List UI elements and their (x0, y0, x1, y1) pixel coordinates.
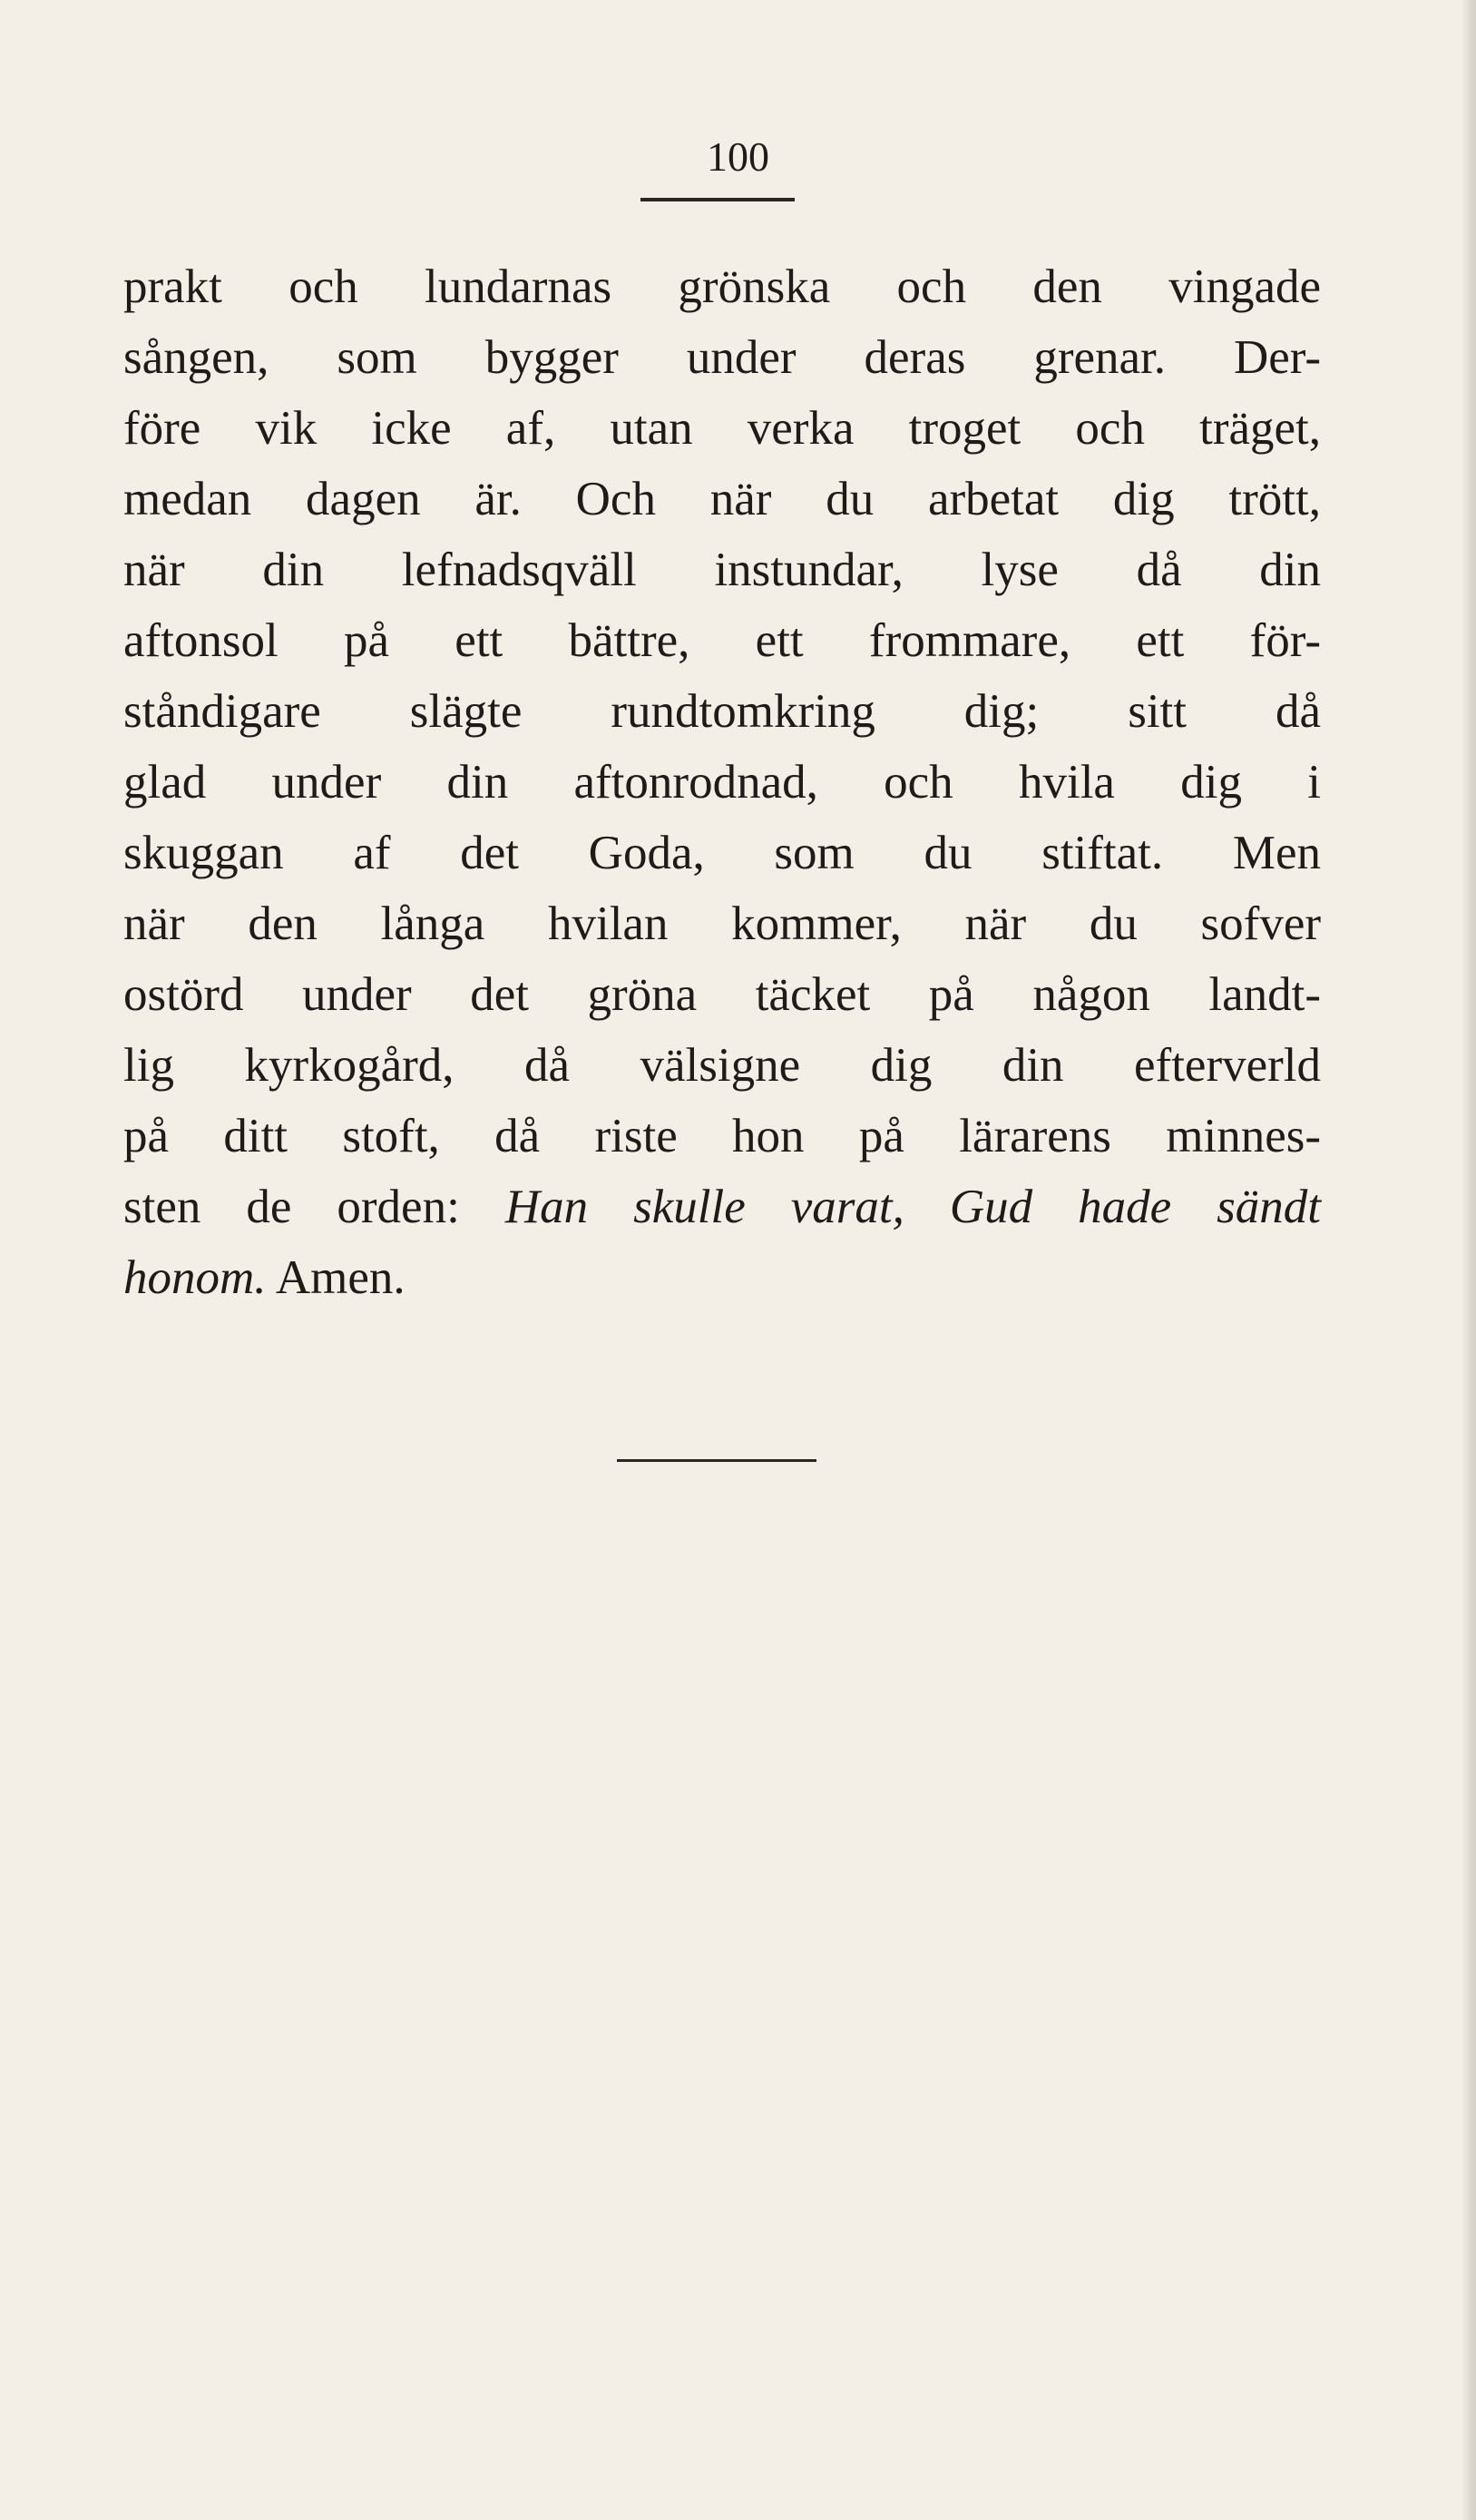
text-line: när den långa hvilan kommer, när du sofver (123, 897, 1321, 950)
page-edge-shadow (1461, 0, 1476, 2520)
italic-quote: Han skulle varat, Gud hade sändt (504, 1181, 1322, 1233)
end-rule (617, 1459, 816, 1462)
text-line: sången, som bygger under deras grenar. Der- (123, 331, 1321, 384)
text-line: ståndigare slägte rundtomkring dig; sitt då (123, 685, 1321, 738)
text-line: före vik icke af, utan verka troget och träget, (123, 402, 1321, 455)
page-number: 100 (707, 133, 769, 180)
closing-word: Amen. (275, 1251, 406, 1304)
text-line: prakt och lundarnas grönska och den vingade (123, 260, 1321, 313)
text-line: på ditt stoft, då riste hon på lärarens minnes- (123, 1110, 1321, 1162)
header-rule (640, 198, 795, 201)
text-line (123, 1242, 1321, 1313)
text-line: medan dagen är. Och när du arbetat dig trött, (123, 473, 1321, 525)
text-fragment: sten de orden: (123, 1181, 460, 1233)
italic-quote: honom. (123, 1251, 267, 1304)
text-line: glad under din aftonrodnad, och hvila dig i (123, 756, 1321, 809)
text-line: ostörd under det gröna täcket på någon landt- (123, 968, 1321, 1021)
text-line: aftonsol på ett bättre, ett frommare, ett för- (123, 614, 1321, 667)
body-text (123, 251, 1321, 1313)
text-line: lig kyrkogård, då välsigne dig din efterverld (123, 1039, 1321, 1092)
text-line: när din lefnadsqväll instundar, lyse då din (123, 544, 1321, 596)
text-line: skuggan af det Goda, som du stiftat. Men (123, 827, 1321, 879)
text-line (123, 1172, 1321, 1242)
